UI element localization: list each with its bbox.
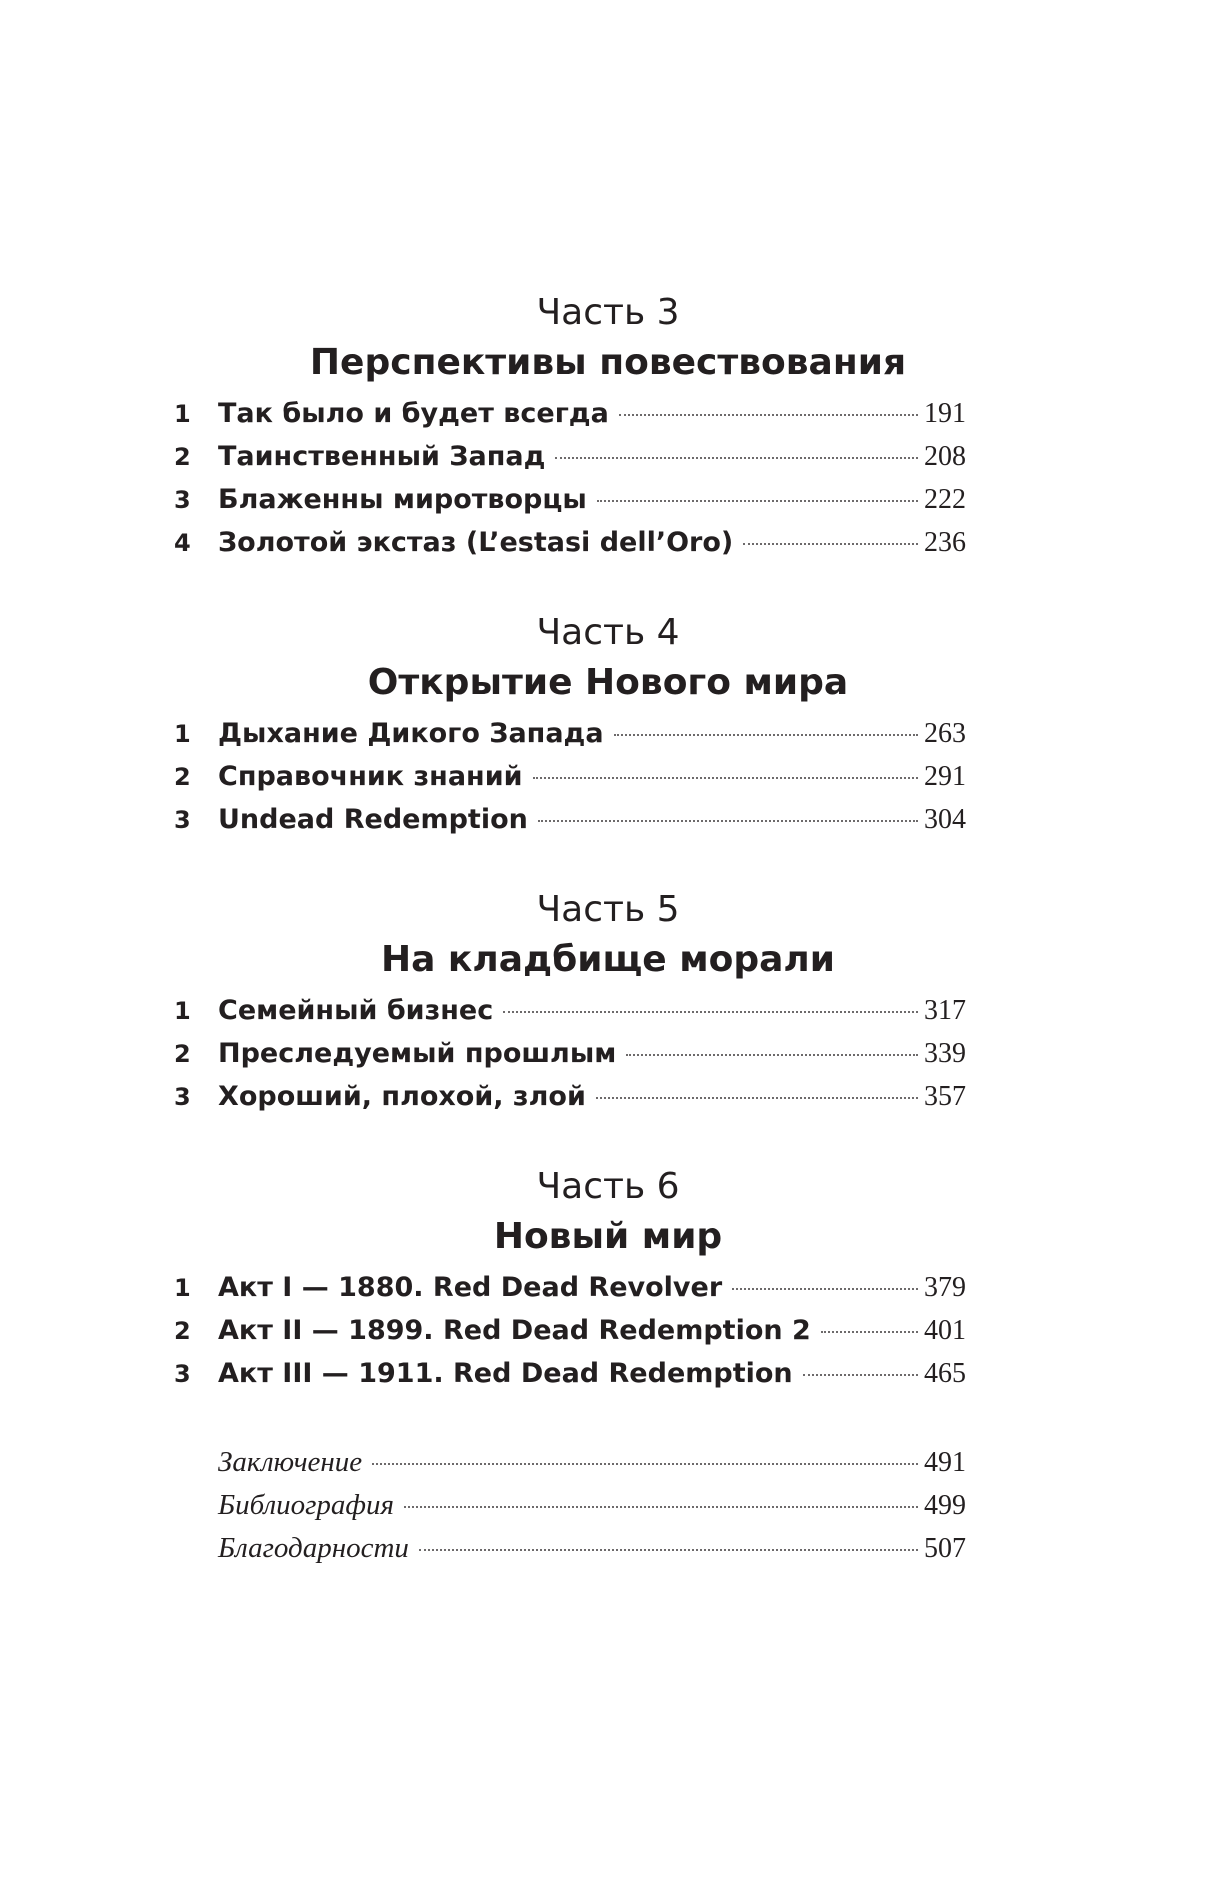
part-5 [0, 887, 1216, 1118]
chapter-number: 2 [174, 763, 191, 791]
chapter-number: 2 [174, 1040, 191, 1068]
toc-entry[interactable] [174, 1266, 966, 1309]
dot-leader [372, 1463, 918, 1465]
page-number: 291 [924, 761, 966, 792]
page-number: 208 [924, 441, 966, 472]
chapter-title: Акт I — 1880. Red Dead Revolver [218, 1272, 723, 1303]
toc-entry[interactable] [174, 798, 966, 841]
page-number: 304 [924, 804, 966, 835]
dot-leader [803, 1374, 918, 1376]
chapter-number: 3 [174, 1083, 191, 1111]
dot-leader [821, 1331, 918, 1333]
toc-entry[interactable] [174, 392, 966, 435]
part-6 [0, 1164, 1216, 1395]
chapter-number: 1 [174, 997, 191, 1025]
page-number: 191 [924, 398, 966, 429]
page-number: 339 [924, 1038, 966, 1069]
part-title: На кладбище морали [380, 939, 836, 980]
table-of-contents [0, 290, 1216, 1570]
chapter-title: Блаженны миротворцы [218, 484, 587, 515]
toc-entry[interactable] [174, 712, 966, 755]
toc-entry-conclusion[interactable] [218, 1441, 966, 1484]
page-number: 222 [924, 484, 966, 515]
chapter-title: Справочник знаний [218, 761, 523, 792]
part-label: Часть 3 [536, 292, 680, 333]
page-number: 317 [924, 995, 966, 1026]
backmatter-title: Благодарности [218, 1532, 409, 1564]
part-3 [0, 290, 1216, 564]
chapter-number: 2 [174, 1317, 191, 1345]
toc-entry[interactable] [174, 989, 966, 1032]
chapter-title: Золотой экстаз (L’estasi dell’Oro) [218, 527, 734, 558]
dot-leader [743, 543, 918, 545]
page-number: 499 [924, 1490, 966, 1521]
part-4 [0, 610, 1216, 841]
page-number: 507 [924, 1533, 966, 1564]
chapter-number: 3 [174, 486, 191, 514]
back-matter [0, 1441, 1216, 1570]
backmatter-title: Библиография [218, 1489, 394, 1521]
toc-entry[interactable] [174, 1032, 966, 1075]
dot-leader [538, 820, 918, 822]
chapter-title: Хороший, плохой, злой [218, 1081, 586, 1112]
dot-leader [503, 1011, 918, 1013]
toc-entry[interactable] [174, 755, 966, 798]
chapter-number: 3 [174, 1360, 191, 1388]
toc-entry[interactable] [174, 478, 966, 521]
page-number: 357 [924, 1081, 966, 1112]
part-label: Часть 6 [536, 1166, 680, 1207]
chapter-number: 4 [174, 529, 191, 557]
part-title: Открытие Нового мира [367, 662, 849, 703]
chapter-title: Акт III — 1911. Red Dead Redemption [218, 1358, 793, 1389]
chapter-number: 3 [174, 806, 191, 834]
dot-leader [614, 734, 918, 736]
toc-entry[interactable] [174, 1075, 966, 1118]
dot-leader [555, 457, 918, 459]
chapter-number: 1 [174, 1274, 191, 1302]
dot-leader [533, 777, 918, 779]
dot-leader [596, 1097, 918, 1099]
chapter-number: 1 [174, 400, 191, 428]
chapter-title: Дыхание Дикого Запада [218, 718, 604, 749]
dot-leader [419, 1549, 918, 1551]
toc-entry-bibliography[interactable] [218, 1484, 966, 1527]
toc-entry[interactable] [174, 521, 966, 564]
chapter-title: Преследуемый прошлым [218, 1038, 617, 1069]
chapter-number: 2 [174, 443, 191, 471]
backmatter-title: Заключение [218, 1446, 363, 1478]
chapter-title: Семейный бизнес [218, 995, 494, 1026]
toc-entry[interactable] [174, 1352, 966, 1395]
dot-leader [732, 1288, 918, 1290]
part-label: Часть 5 [536, 889, 680, 930]
page-number: 379 [924, 1272, 966, 1303]
chapter-title: Акт II — 1899. Red Dead Redemption 2 [218, 1315, 811, 1346]
part-label: Часть 4 [536, 612, 680, 653]
dot-leader [626, 1054, 918, 1056]
chapter-title: Таинственный Запад [218, 441, 546, 472]
dot-leader [404, 1506, 918, 1508]
toc-entry-acknowledgements[interactable] [218, 1527, 966, 1570]
page-number: 491 [924, 1447, 966, 1478]
chapter-title: Так было и будет всегда [218, 398, 609, 429]
chapter-number: 1 [174, 720, 191, 748]
page-number: 465 [924, 1358, 966, 1389]
dot-leader [597, 500, 918, 502]
part-title: Новый мир [493, 1216, 723, 1257]
chapter-title: Undead Redemption [218, 804, 528, 835]
page-number: 236 [924, 527, 966, 558]
toc-entry[interactable] [174, 435, 966, 478]
page-number: 401 [924, 1315, 966, 1346]
toc-entry[interactable] [174, 1309, 966, 1352]
part-title: Перспективы повествования [309, 342, 907, 383]
page-number: 263 [924, 718, 966, 749]
dot-leader [619, 414, 918, 416]
